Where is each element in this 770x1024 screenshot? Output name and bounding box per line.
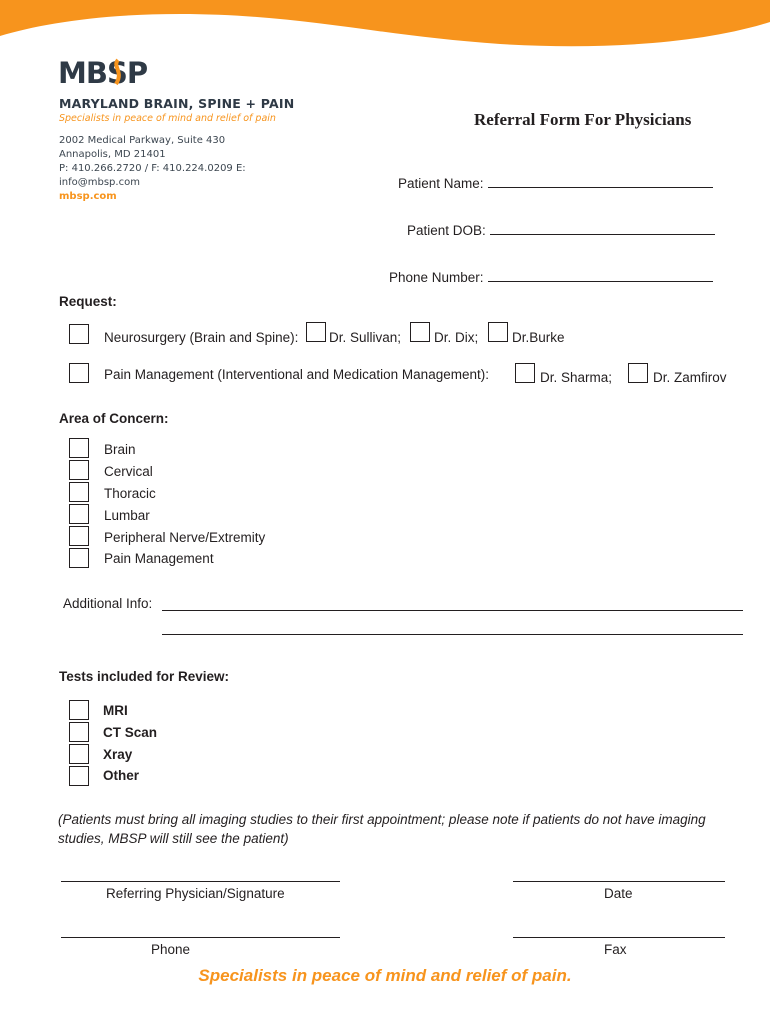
dr-sullivan-label: Dr. Sullivan;: [329, 330, 402, 345]
concern-checkbox-cervical[interactable]: [69, 460, 89, 480]
dr-zamfirov-checkbox[interactable]: [628, 363, 648, 383]
patient-dob-line[interactable]: [490, 220, 715, 235]
dr-burke-checkbox[interactable]: [488, 322, 508, 342]
concern-label-pain-management: Pain Management: [104, 551, 214, 566]
patient-name-line[interactable]: [488, 173, 713, 188]
brand-tagline: Specialists in peace of mind and relief of pain: [59, 113, 276, 124]
test-label-ct-scan: CT Scan: [103, 725, 158, 740]
pain-management-label: Pain Management (Interventional and Medication Management):: [104, 367, 489, 382]
concern-checkbox-pain-management[interactable]: [69, 548, 89, 568]
fax-label: Fax: [604, 942, 627, 957]
referring-physician-line[interactable]: [61, 881, 340, 882]
dr-sharma-label: Dr. Sharma;: [540, 370, 613, 385]
additional-info-label: Additional Info:: [63, 596, 153, 611]
patient-dob-field[interactable]: [407, 220, 715, 238]
mbsp-logo: [58, 56, 150, 92]
concern-label-thoracic: Thoracic: [104, 486, 156, 501]
footer-tagline: Specialists in peace of mind and relief of pain.: [198, 966, 572, 985]
imaging-note: (Patients must bring all imaging studies to their first appointment; please note if patients do not have imaging studies, MBSP will still see the patient): [58, 812, 706, 846]
address-line: P: 410.266.2720 / F: 410.224.0209 E:: [59, 163, 246, 174]
fax-line[interactable]: [513, 937, 725, 938]
test-label-xray: Xray: [103, 747, 133, 762]
request-heading: Request:: [59, 294, 117, 309]
additional-info-line-1[interactable]: [162, 610, 743, 611]
additional-info-line-2[interactable]: [162, 634, 743, 635]
form-title: Referral Form For Physicians: [474, 110, 692, 129]
phone-line[interactable]: [61, 937, 340, 938]
dr-zamfirov-label: Dr. Zamfirov: [653, 370, 727, 385]
dr-sharma-checkbox[interactable]: [515, 363, 535, 383]
website-link[interactable]: mbsp.com: [59, 191, 117, 202]
test-checkbox-xray[interactable]: [69, 744, 89, 764]
area-of-concern-heading: Area of Concern:: [59, 411, 169, 426]
dr-dix-label: Dr. Dix;: [434, 330, 479, 345]
phone-number-label: Phone Number:: [389, 270, 484, 285]
patient-name-field[interactable]: [398, 173, 713, 191]
dr-burke-label: Dr.Burke: [512, 330, 565, 345]
logo-wordmark: MBSP: [58, 56, 148, 88]
pain-management-checkbox[interactable]: [69, 363, 89, 383]
concern-checkbox-brain[interactable]: [69, 438, 89, 458]
test-checkbox-mri[interactable]: [69, 700, 89, 720]
concern-label-cervical: Cervical: [104, 464, 153, 479]
dr-sullivan-checkbox[interactable]: [306, 322, 326, 342]
concern-label-lumbar: Lumbar: [104, 508, 150, 523]
patient-dob-label: Patient DOB:: [407, 223, 486, 238]
neurosurgery-checkbox[interactable]: [69, 324, 89, 344]
concern-checkbox-thoracic[interactable]: [69, 482, 89, 502]
concern-checkbox-peripheral[interactable]: [69, 526, 89, 546]
test-checkbox-ct-scan[interactable]: [69, 722, 89, 742]
brand-name: MARYLAND BRAIN, SPINE + PAIN: [59, 96, 295, 111]
dr-dix-checkbox[interactable]: [410, 322, 430, 342]
patient-name-label: Patient Name:: [398, 176, 484, 191]
test-checkbox-other[interactable]: [69, 766, 89, 786]
address-line: 2002 Medical Parkway, Suite 430: [59, 135, 226, 146]
date-label: Date: [604, 886, 633, 901]
header-wave: [0, 0, 770, 60]
date-line[interactable]: [513, 881, 725, 882]
test-label-other: Other: [103, 768, 140, 783]
address-line: info@mbsp.com: [59, 177, 140, 188]
phone-label: Phone: [151, 942, 191, 957]
referring-physician-label: Referring Physician/Signature: [106, 886, 285, 901]
phone-number-line[interactable]: [488, 267, 713, 282]
concern-checkbox-lumbar[interactable]: [69, 504, 89, 524]
test-label-mri: MRI: [103, 703, 128, 718]
address-line: Annapolis, MD 21401: [59, 149, 166, 160]
neurosurgery-label: Neurosurgery (Brain and Spine):: [104, 330, 299, 345]
tests-heading: Tests included for Review:: [59, 669, 230, 684]
concern-label-brain: Brain: [104, 442, 136, 457]
phone-number-field[interactable]: [389, 267, 713, 285]
concern-label-peripheral: Peripheral Nerve/Extremity: [104, 530, 266, 545]
